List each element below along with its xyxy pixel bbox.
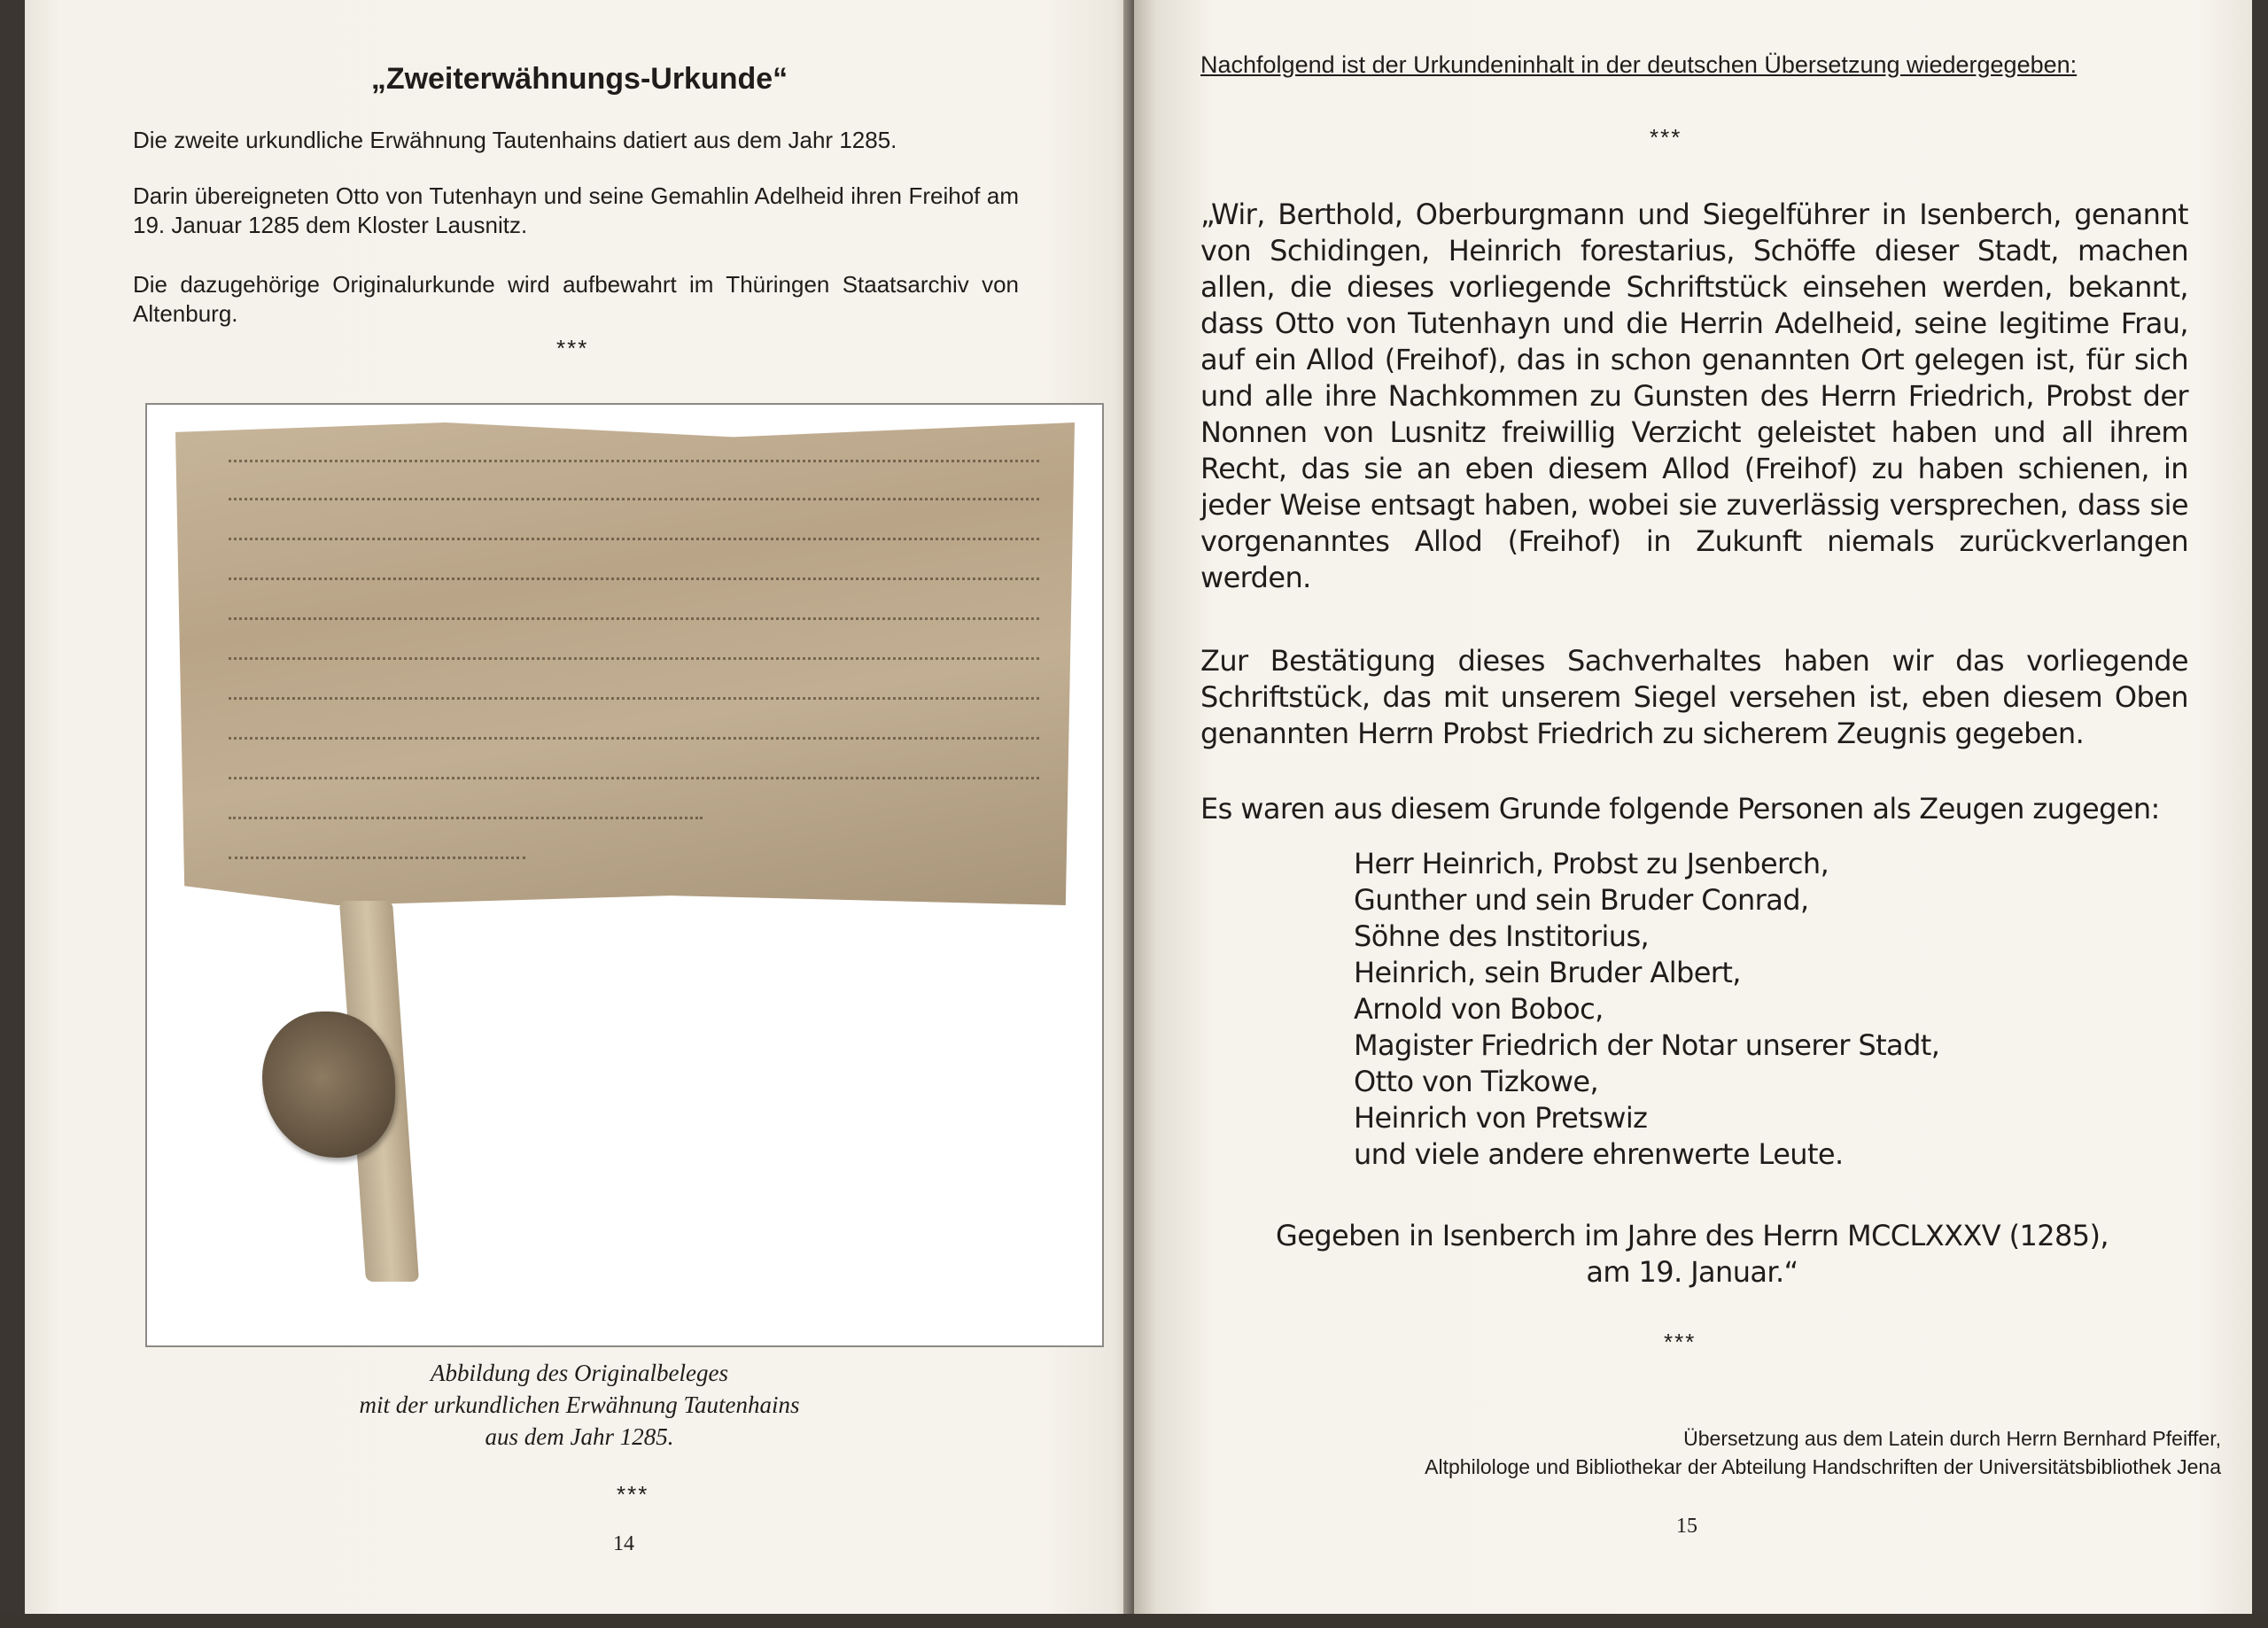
witness-item: und viele andere ehrenwerte Leute. — [1354, 1137, 1844, 1171]
page-number: 14 — [613, 1532, 634, 1555]
witness-item: Söhne des Institorius, — [1354, 919, 1650, 953]
parchment-image — [175, 423, 1075, 905]
witness-item: Magister Friedrich der Notar unserer Stadt, — [1354, 1028, 1940, 1062]
translation-credit — [1247, 1424, 2221, 1481]
translation-paragraph: „Wir, Berthold, Oberburgmann und Siegelführer in Isenberch, genannt von Schidingen, Heinrich forestarius, Schöffe dieser Stadt, machen allen, die dieses vorliegende Schriftstück einsehen werden, bekannt, dass Otto von Tutenhayn und die Herrin Adelheid, seine legitime Frau, auf ein Allod (Freihof), das in schon genannten Ort gelegen ist, für sich und alle ihre Nachkommen zu Gunsten des Herrn Friedrich, Probst der Nonnen von Lusnitz freiwillig Verzicht geleistet haben und all ihrem Recht, das sie an eben diesem Allod (Freihof) zu haben schienen, in jeder Weise entsagt haben, wobei sie zuverlässig versprechen, dass sie vorgenanntes Allod (Freihof) in Zukunft niemals zurückverlangen werden. — [1200, 198, 2188, 594]
book-bottom-edge — [0, 1614, 2268, 1628]
left-page — [25, 0, 1134, 1628]
paragraph-first-mention: Die zweite urkundliche Erwähnung Tautenhains datiert aus dem Jahr 1285. — [133, 127, 897, 153]
dating-line: Gegeben in Isenberch im Jahre des Herrn MCCLXXXV (1285), — [1276, 1219, 2109, 1252]
caption-line: Abbildung des Originalbeleges — [431, 1360, 728, 1386]
page-title: „Zweiterwähnungs-Urkunde“ — [370, 62, 788, 96]
wax-seal — [262, 1012, 395, 1158]
separator-stars: *** — [617, 1481, 649, 1508]
witness-item: Heinrich, sein Bruder Albert, — [1354, 956, 1741, 989]
dating-line: am 19. Januar.“ — [1586, 1255, 1798, 1289]
caption-line: mit der urkundlichen Erwähnung Tautenhains — [359, 1392, 800, 1418]
separator-stars: *** — [1650, 124, 1682, 151]
credit-line: Altphilologe und Bibliothekar der Abteilung Handschriften der Universitätsbibliothek Jena — [1425, 1455, 2221, 1478]
caption-line: aus dem Jahr 1285. — [485, 1423, 674, 1450]
right-page — [1134, 0, 2252, 1628]
witness-item: Otto von Tizkowe, — [1354, 1065, 1599, 1098]
separator-stars: *** — [1664, 1329, 1697, 1355]
separator-stars: *** — [556, 335, 589, 361]
dating-clause — [1187, 1218, 2197, 1291]
witness-item: Gunther und sein Bruder Conrad, — [1354, 883, 1809, 917]
paragraph-transfer: Darin übereigneten Otto von Tutenhayn und seine Gemahlin Adelheid ihren Freihof am 19. Januar 1285 dem Kloster Lausnitz. — [133, 182, 1019, 238]
paragraph-archive: Die dazugehörige Originalurkunde wird aufbewahrt im Thüringen Staatsarchiv von Altenburg. — [133, 271, 1019, 327]
page-number: 15 — [1676, 1515, 1697, 1538]
witness-item: Heinrich von Pretswiz — [1354, 1101, 1648, 1135]
witness-list — [1354, 846, 1939, 1173]
witness-item: Herr Heinrich, Probst zu Jsenberch, — [1354, 847, 1829, 880]
document-photo — [145, 403, 1104, 1347]
witness-item: Arnold von Boboc, — [1354, 992, 1604, 1026]
confirmation-paragraph: Zur Bestätigung dieses Sachverhaltes haben wir das vorliegende Schriftstück, das mit unserem Siegel versehen ist, eben diesem Oben genannten Herrn Probst Friedrich zu sicherem Zeugnis gegeben. — [1200, 644, 2188, 750]
translation-intro: Nachfolgend ist der Urkundeninhalt in der deutschen Übersetzung wiedergegeben: — [1200, 51, 2078, 78]
figure-caption — [25, 1357, 1134, 1453]
witness-intro: Es waren aus diesem Grunde folgende Personen als Zeugen zugegen: — [1200, 792, 2160, 826]
credit-line: Übersetzung aus dem Latein durch Herrn Bernhard Pfeiffer, — [1683, 1427, 2221, 1450]
